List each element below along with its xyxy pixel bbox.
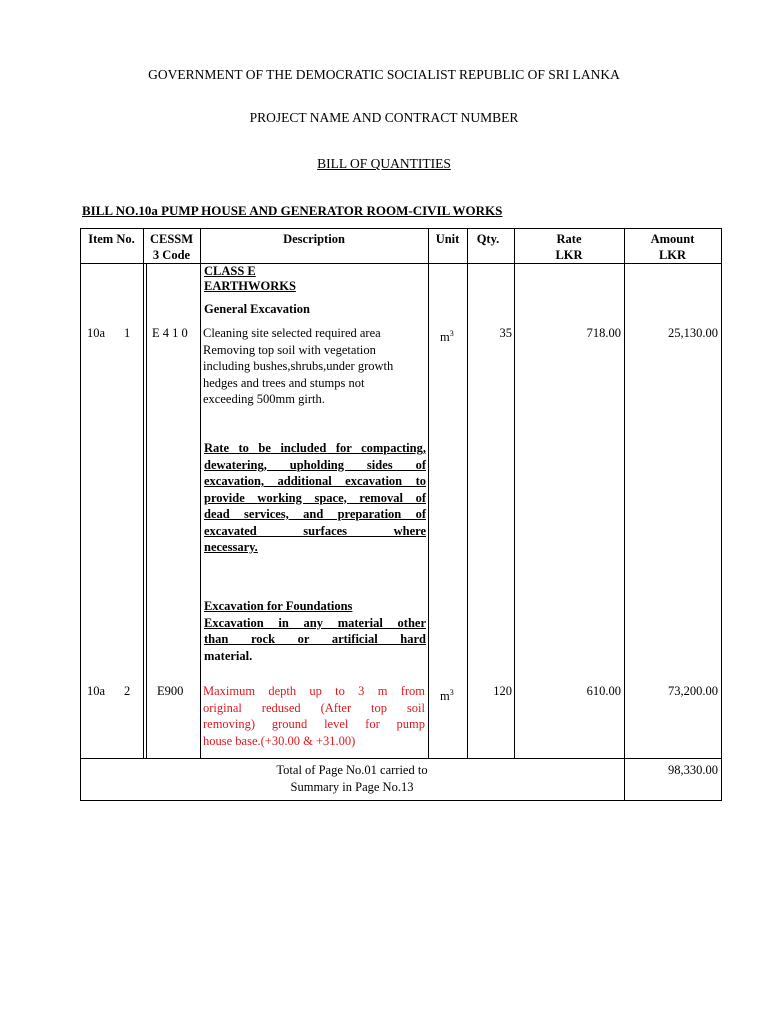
unit-superscript: 3 [449,328,454,338]
header-cessm-line1: CESSM [149,232,194,246]
description-line: Removing top soil with vegetation [203,342,376,357]
row-item-no: 10a [87,684,106,698]
description-line: hedges and trees and stumps not [203,375,365,390]
header-description: Description [283,232,345,246]
total-label [80,762,624,795]
general-excavation-heading: General Excavation [204,302,310,316]
bill-title: BILL NO.10a PUMP HOUSE AND GENERATOR ROOM-CIVIL WORKS [82,203,503,218]
row-unit [440,329,454,346]
foundation-line: material. [204,648,253,663]
description-line: original redused (After top soil [203,700,425,715]
note-line: dewatering, upholding sides of [204,457,426,472]
row-rate: 610.00 [586,684,621,698]
row-description [203,325,427,408]
class-line1: CLASS E [204,264,256,278]
header-rate-line1: Rate [556,232,582,246]
header-amount [624,231,721,263]
note-line: provide working space, removal of [204,490,426,505]
description-line: removing) ground level for pump [203,717,425,731]
unit-text: m [440,689,450,703]
foundation-line: than rock or artificial hard [204,632,426,646]
unit-text: m [440,330,450,344]
project-heading: PROJECT NAME AND CONTRACT NUMBER [249,110,519,125]
rate-note [204,440,426,556]
header-qty: Qty. [476,232,500,246]
document-title: BILL OF QUANTITIES [317,156,451,171]
header-rate-line2: LKR [555,248,583,262]
header-cessm [143,231,200,263]
description-line: including bushes,shrubs,under growth [203,359,394,373]
row-amount: 25,130.00 [668,326,718,340]
description-line: Cleaning site selected required area [203,326,381,340]
row-cessm-code: E900 [157,684,184,698]
header-item-no: Item No. [88,232,135,246]
government-heading: GOVERNMENT OF THE DEMOCRATIC SOCIALIST REPUBLIC OF SRI LANKA [148,67,620,82]
total-amount: 98,330.00 [668,763,718,777]
row-rate: 718.00 [586,326,621,340]
note-line: necessary. [204,540,258,554]
foundation-heading: Excavation for Foundations [204,599,353,613]
header-cessm-line2: 3 Code [152,248,191,262]
header-rate [514,231,624,263]
row-qty: 120 [493,684,512,698]
description-line: exceeding 500mm girth. [203,392,325,406]
note-line: dead services, and preparation of [204,507,426,521]
row-sub-no: 2 [124,684,131,698]
class-heading [204,264,296,294]
total-label-line1: Total of Page No.01 carried to [276,763,428,777]
row-amount: 73,200.00 [668,684,718,698]
total-label-line2: Summary in Page No.13 [290,779,414,794]
description-line: Maximum depth up to 3 m from [203,684,425,698]
note-line: Rate to be included for compacting, [204,441,426,455]
description-line: house base.(+30.00 & +31.00) [203,733,356,748]
foundation-section [204,598,426,664]
row-cessm-code: E 4 1 0 [152,326,188,340]
header-amount-line2: LKR [658,248,687,262]
note-line: excavation, additional excavation to [204,474,426,488]
header-amount-line1: Amount [650,232,695,246]
row-description [203,683,425,749]
row-unit [440,688,454,705]
note-line: excavated surfaces where [204,523,426,538]
header-unit: Unit [435,232,460,246]
unit-superscript: 3 [449,687,454,697]
row-qty: 35 [499,326,512,340]
row-sub-no: 1 [124,326,131,340]
class-line2: EARTHWORKS [204,279,296,293]
foundation-line: Excavation in any material other [204,615,426,630]
row-item-no: 10a [87,326,106,340]
